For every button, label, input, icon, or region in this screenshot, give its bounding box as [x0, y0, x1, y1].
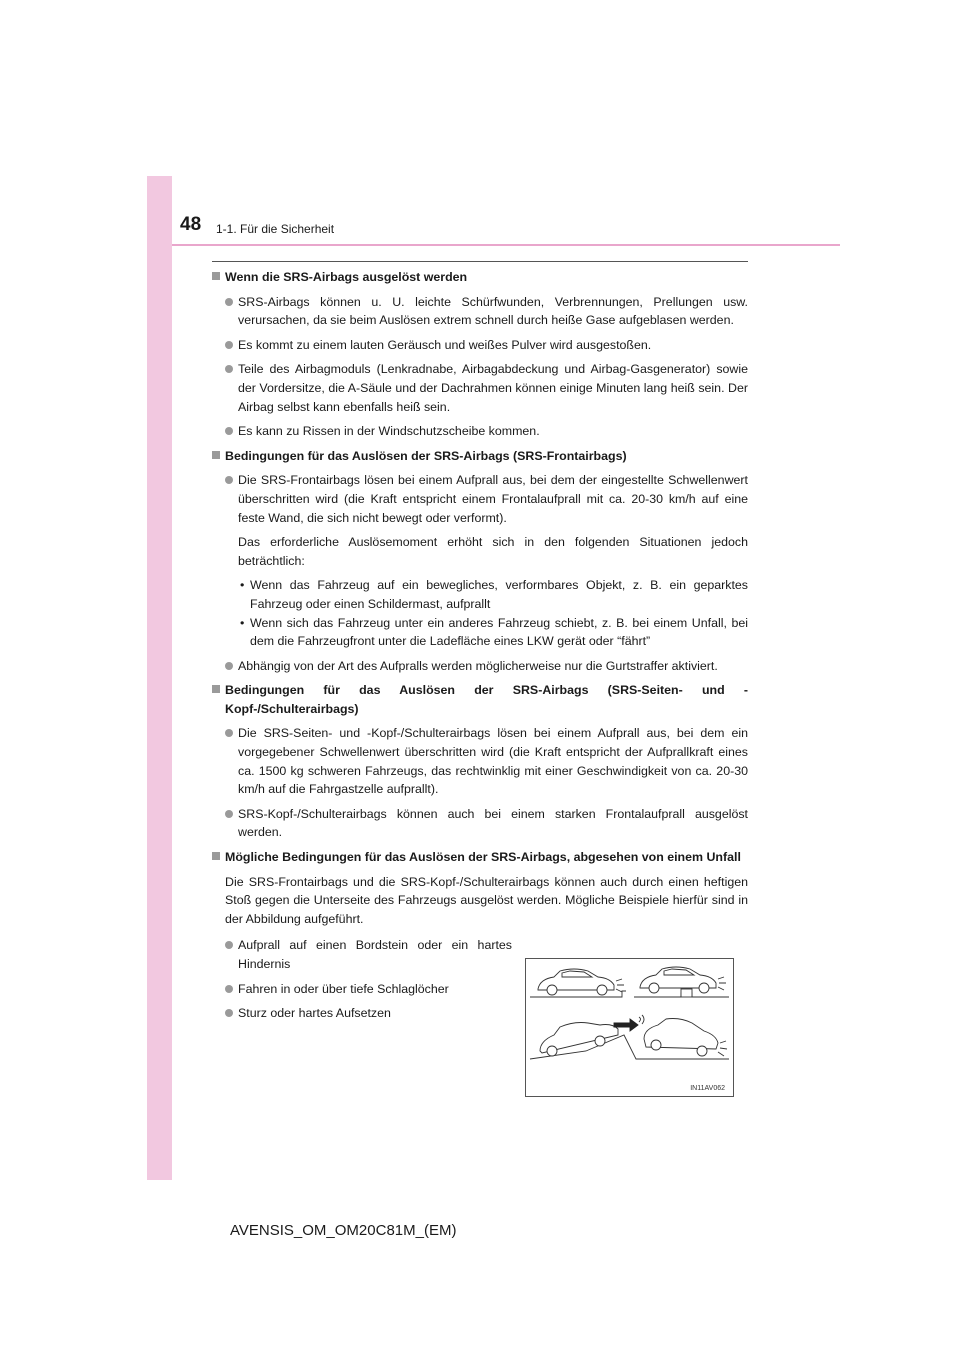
list-item: Sturz oder hartes Aufsetzen [212, 1004, 512, 1023]
dot-bullet-icon [225, 941, 233, 949]
sub-bullet-icon: • [240, 578, 245, 593]
dot-bullet-icon [225, 476, 233, 484]
page-number: 48 [180, 214, 202, 235]
content-top-rule [212, 261, 748, 262]
dot-bullet-icon [225, 662, 233, 670]
illustration-drawing [526, 959, 733, 1096]
figure-label: IN11AV062 [690, 1085, 725, 1092]
section-heading: Bedingungen für das Auslösen der SRS-Airbags (SRS-Frontairbags) [212, 447, 748, 466]
side-color-bar [147, 176, 172, 1180]
sub-list [212, 576, 748, 650]
list-item: Fahren in oder über tiefe Schlaglöcher [212, 980, 512, 999]
section-title: 1-1. Für die Sicherheit [216, 222, 335, 236]
list-item: SRS-Airbags können u. U. leichte Schürfwunden, Verbrennungen, Prellungen usw. verursachen, da sie beim Auslösen extrem schnell durch heiße Gase aufgeblasen werden. [212, 293, 748, 330]
main-content [212, 268, 748, 1029]
illustration-airbag-examples [525, 958, 734, 1097]
header-rule [172, 244, 840, 246]
list-item: Es kann zu Rissen in der Windschutzscheibe kommen. [212, 422, 748, 441]
list-item: Die SRS-Seiten- und -Kopf-/Schulterairbags lösen bei einem Aufprall aus, bei dem ein vorgegebener Schwellenwert überschritten wird (die Kraft entspricht der Aufprallkraft eines ca. 1500 kg schweren Fahrzeugs, das rechtwinklig mit einer Geschwindigkeit von ca. 20-30 km/h auf die Fahrgastzelle aufprallt). [212, 724, 748, 798]
list-item: Es kommt zu einem lauten Geräusch und weißes Pulver wird ausgestoßen. [212, 336, 748, 355]
list-item: Abhängig von der Art des Aufpralls werden möglicherweise nur die Gurtstraffer aktiviert. [212, 657, 748, 676]
square-bullet-icon [212, 272, 220, 280]
dot-bullet-icon [225, 365, 233, 373]
example-list [212, 936, 512, 1022]
dot-bullet-icon [225, 341, 233, 349]
list-item: Aufprall auf einen Bordstein oder ein hartes Hindernis [212, 936, 512, 973]
sub-bullet-icon: • [240, 615, 245, 630]
square-bullet-icon [212, 685, 220, 693]
dot-bullet-icon [225, 729, 233, 737]
list-item: SRS-Kopf-/Schulterairbags können auch bei einem starken Frontalaufprall ausgelöst werden. [212, 805, 748, 842]
paragraph: Das erforderliche Auslösemoment erhöht sich in den folgenden Situationen jedoch beträchtlich: [238, 535, 748, 568]
footer-document-code: AVENSIS_OM_OM20C81M_(EM) [230, 1222, 457, 1239]
dot-bullet-icon [225, 985, 233, 993]
square-bullet-icon [212, 451, 220, 459]
sub-list-item: • Wenn das Fahrzeug auf ein bewegliches, verformbares Objekt, z. B. ein geparktes Fahrzeug oder einen Schildermast, aufprallt [240, 578, 748, 611]
square-bullet-icon [212, 852, 220, 860]
dot-bullet-icon [225, 1009, 233, 1017]
list-item: Die SRS-Frontairbags lösen bei einem Aufprall aus, bei dem der eingestellte Schwellenwert überschritten wird (die Kraft entspricht einem Frontalaufprall mit ca. 20-30 km/h auf eine feste Wand, die sich nicht bewegt oder verformt). [212, 471, 748, 527]
dot-bullet-icon [225, 427, 233, 435]
section-heading: Bedingungen für das Auslösen der SRS-Airbags (SRS-Seiten- und -Kopf-/Schulterairbags) [212, 681, 748, 718]
dot-bullet-icon [225, 298, 233, 306]
section-heading: Mögliche Bedingungen für das Auslösen der SRS-Airbags, abgesehen von einem Unfall [212, 848, 748, 867]
dot-bullet-icon [225, 810, 233, 818]
list-item: Teile des Airbagmoduls (Lenkradnabe, Airbagabdeckung und Airbag-Gasgenerator) sowie der Vordersitze, die A-Säule und der Dachrahmen können einige Minuten lang heiß sein. Der Airbag selbst kann ebenfalls heiß sein. [212, 360, 748, 416]
sub-list-item: • Wenn sich das Fahrzeug unter ein anderes Fahrzeug schiebt, z. B. bei einem Unfall, bei dem die Fahrzeugfront unter die Ladefläche eines LKW gerät oder “fährt” [240, 615, 748, 649]
paragraph: Die SRS-Frontairbags und die SRS-Kopf-/Schulterairbags können auch durch einen heftigen Stoß gegen die Unterseite des Fahrzeugs ausgelöst werden. Mögliche Beispiele hierfür sind in der Abbildung aufgeführt. [225, 874, 748, 926]
section-heading: Wenn die SRS-Airbags ausgelöst werden [212, 268, 748, 287]
